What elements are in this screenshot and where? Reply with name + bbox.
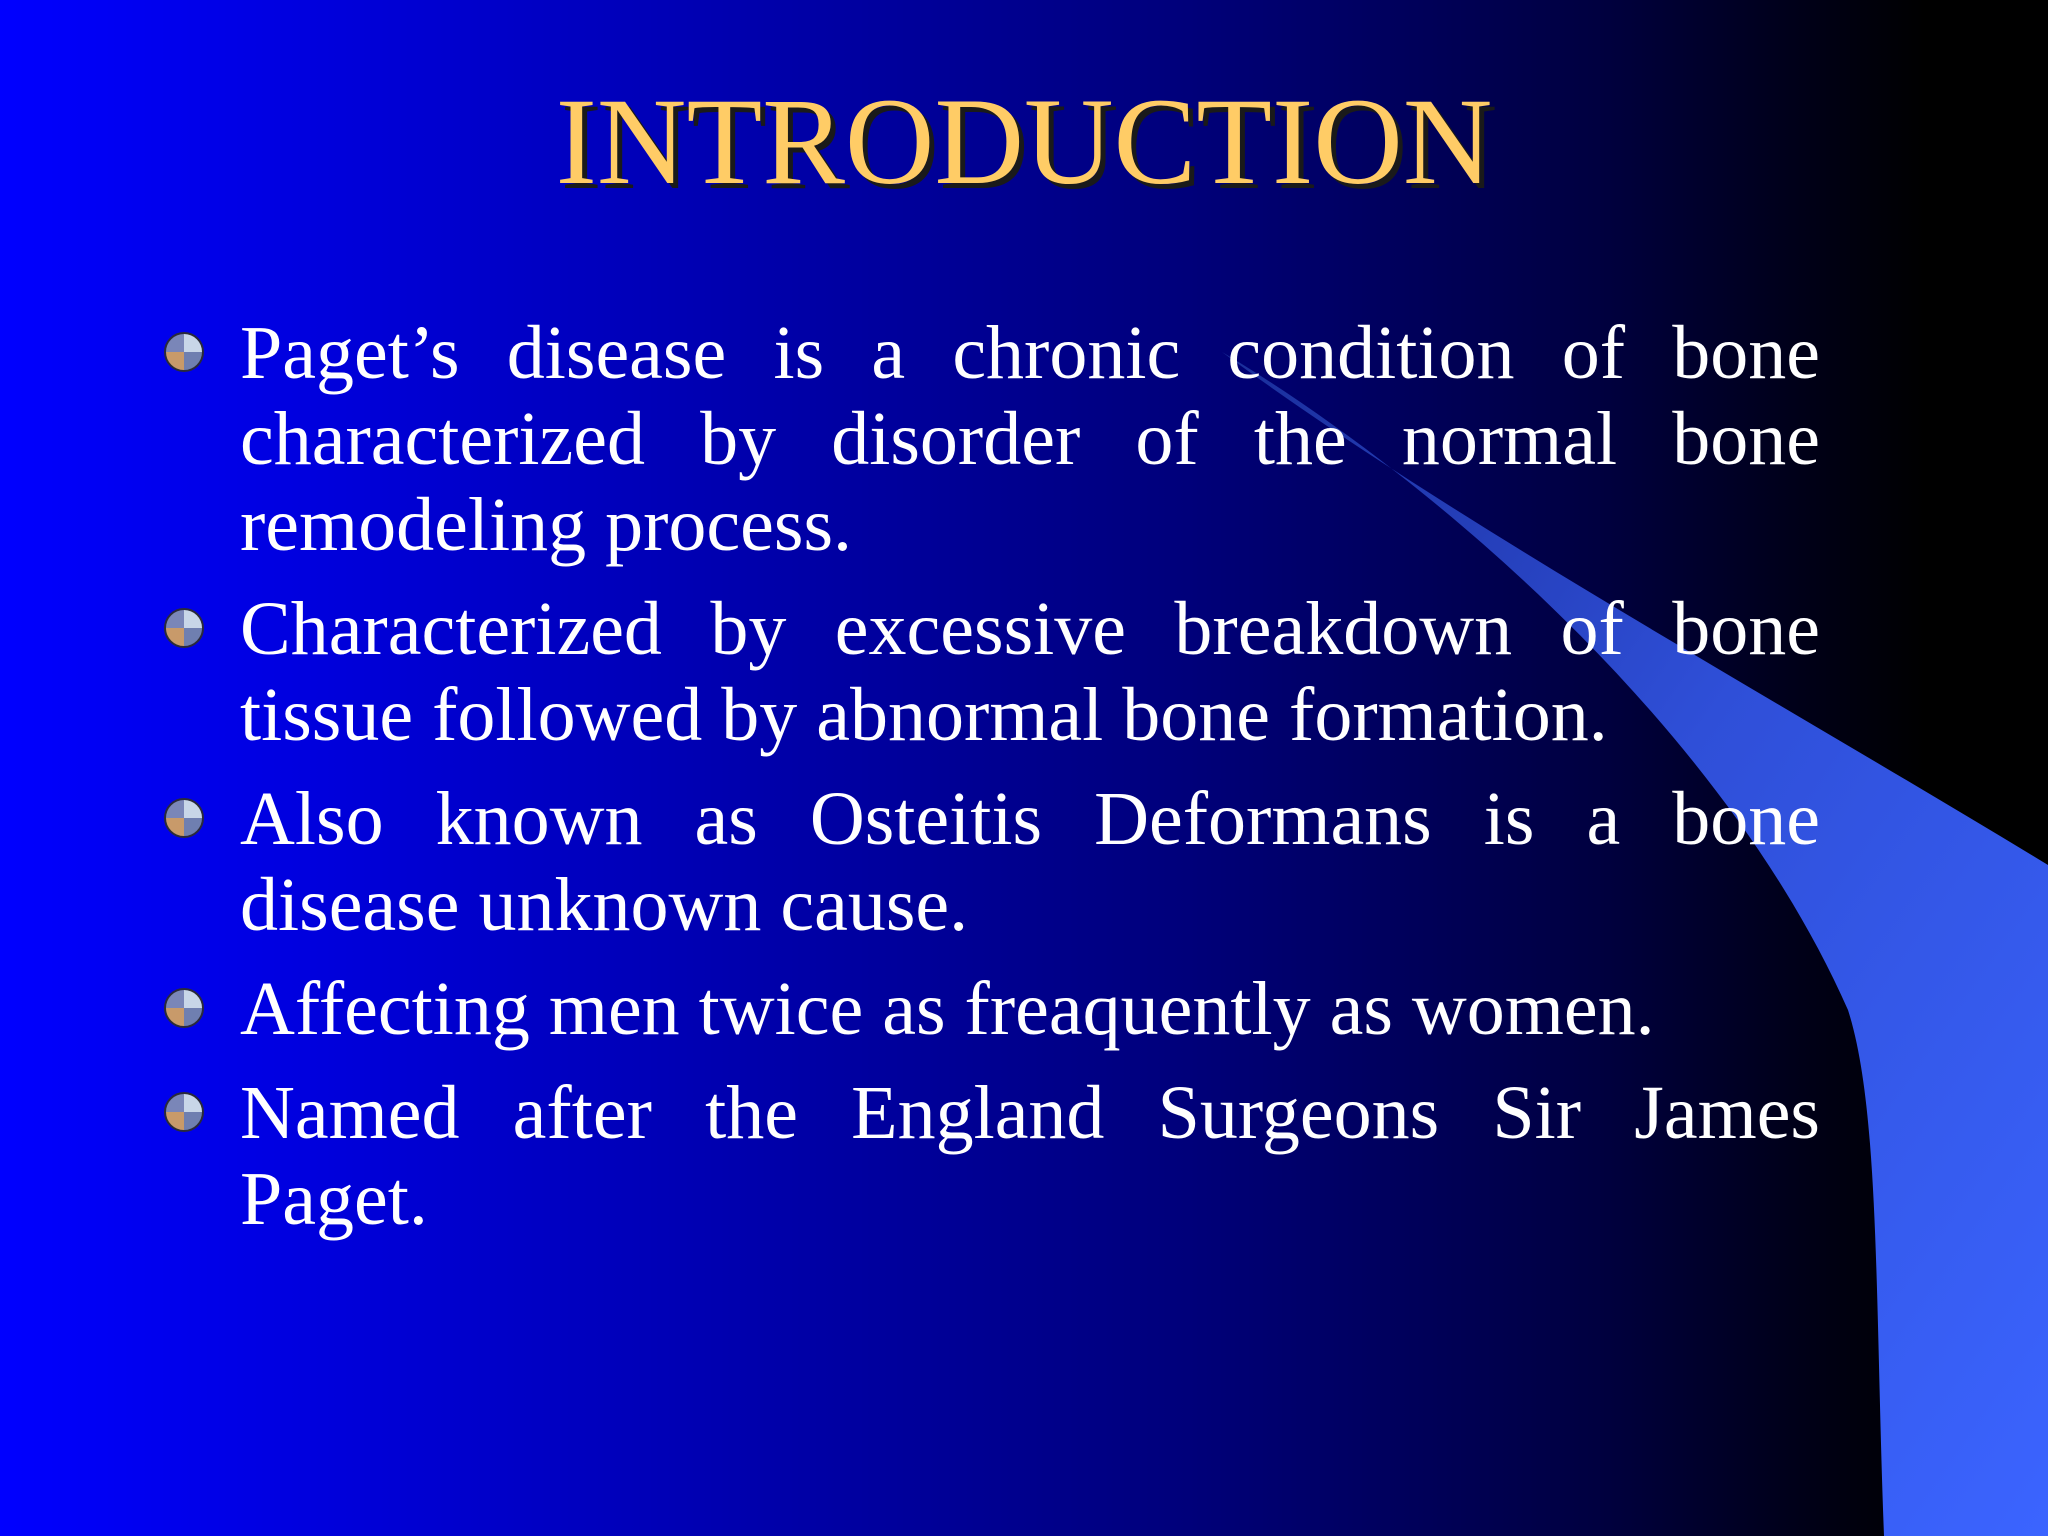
bullet-text: Named after the England Surgeons Sir James Paget. [240,1071,1820,1241]
bullet-text: Affecting men twice as freaquently as women. [240,967,1655,1051]
list-item [160,586,1820,758]
sphere-bullet-icon [162,796,206,840]
bullet-text: Characterized by excessive breakdown of bone tissue followed by abnormal bone formation. [240,587,1820,757]
bullet-list [160,310,1820,1260]
slide-title: INTRODUCTION [555,73,1493,210]
sphere-bullet-icon [162,1090,206,1134]
list-item [160,776,1820,948]
list-item [160,310,1820,568]
sphere-bullet-icon [162,330,206,374]
list-item [160,1070,1820,1242]
sphere-bullet-icon [162,606,206,650]
list-item [160,966,1820,1052]
bullet-text: Also known as Osteitis Deformans is a bone disease unknown cause. [240,777,1820,947]
sphere-bullet-icon [162,986,206,1030]
bullet-text: Paget’s disease is a chronic condition of bone characterized by disorder of the normal bone remodeling process. [240,311,1820,567]
